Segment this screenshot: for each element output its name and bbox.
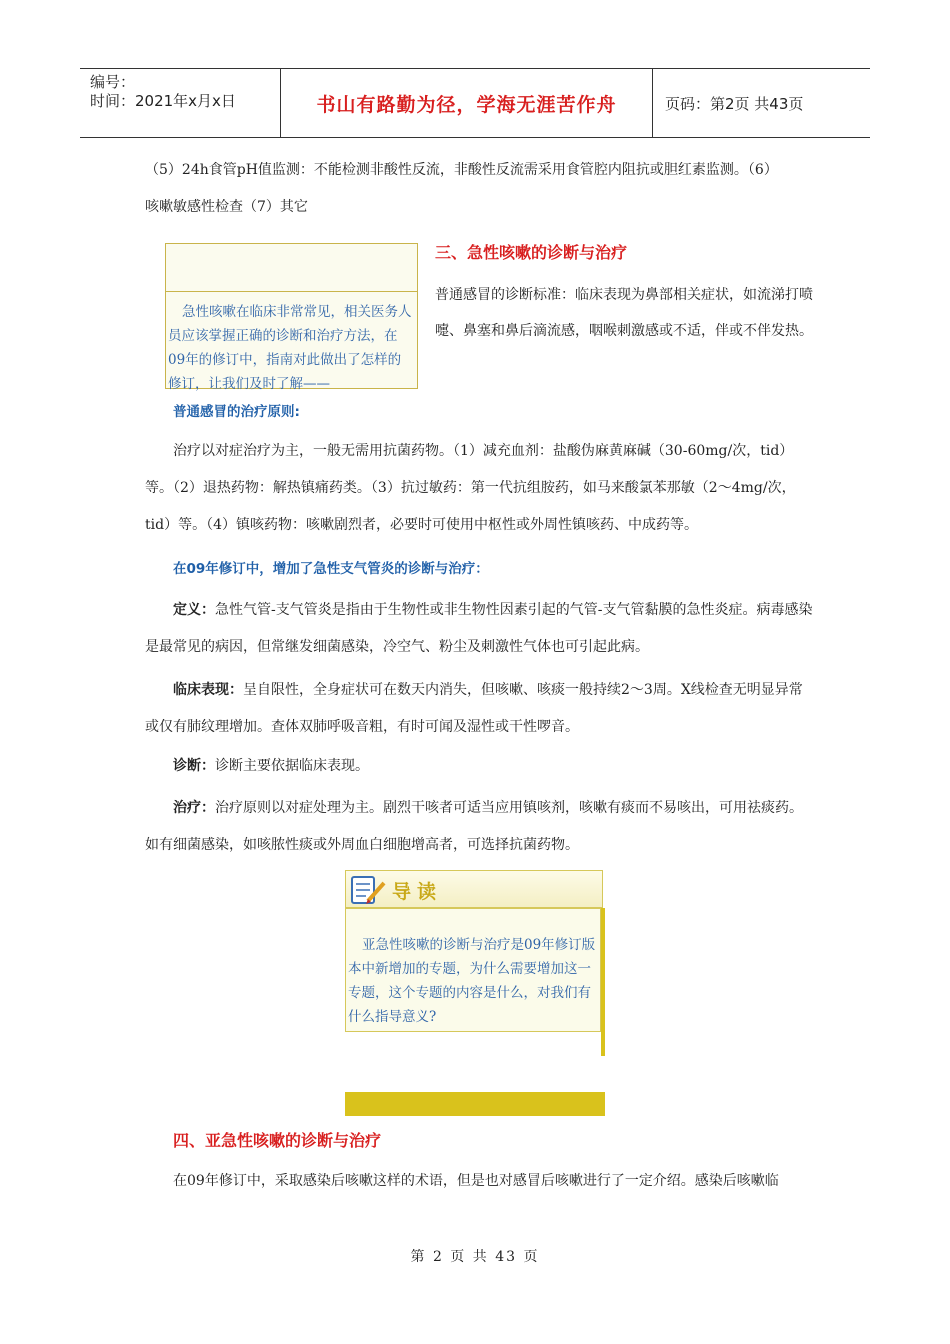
bronchitis-title: 在09年修订中，增加了急性支气管炎的诊断与治疗： <box>173 561 489 577</box>
time-label: 时间：2021年x月x日 <box>90 92 236 110</box>
notepad-pencil-icon <box>348 871 390 907</box>
definition-text: 急性气管-支气管炎是指由于生物性或非生物性因素引起的气管-支气管黏膜的急性炎症。病毒感染是最常见的病因，但常继发细菌感染，冷空气、粉尘及刺激性气体也可引起此病。 <box>145 602 813 655</box>
clinical-text: 呈自限性，全身症状可在数天内消失，但咳嗽、咳痰一般持续2～3周。X线检查无明显异常或仅有肺纹理增加。查体双肺呼吸音粗，有时可闻及湿性或干性啰音。 <box>145 682 803 735</box>
diagnosis-label: 诊断： <box>173 758 215 774</box>
treatment-label: 治疗： <box>173 800 215 816</box>
guide-bottom-bar <box>345 1092 605 1116</box>
subacute-paragraph: 在09年修订中，采取感染后咳嗽这样的术语，但是也对感冒后咳嗽进行了一定介绍。感染后咳嗽临 <box>173 1173 779 1189</box>
header-motto: 书山有路勤为径，学海无涯苦作舟 <box>281 69 653 137</box>
cold-diagnosis: 普通感冒的诊断标准：临床表现为鼻部相关症状，如流涕打喷嚏、鼻塞和鼻后滴流感，咽喉刺激感或不适，伴或不伴发热。 <box>435 287 813 339</box>
guide-right-bar <box>601 908 605 1056</box>
diagnosis-text: 诊断主要依据临床表现。 <box>215 758 369 774</box>
header-page-info: 页码：第2页 共43页 <box>665 94 804 113</box>
cold-treatment-title: 普通感冒的治疗原则: <box>173 404 300 420</box>
section4-title: 四、亚急性咳嗽的诊断与治疗 <box>173 1131 382 1150</box>
page-header <box>80 68 870 138</box>
definition-label: 定义： <box>173 602 215 618</box>
definition-paragraph <box>145 592 815 666</box>
guide-text: 亚急性咳嗽的诊断与治疗是09年修订版本中新增加的专题，为什么需要增加这一专题，这个专题的内容是什么，对我们有什么指导意义? <box>345 908 601 1032</box>
treatment-paragraph <box>145 790 815 864</box>
guide-header <box>345 870 603 908</box>
diagnosis-paragraph <box>145 748 815 785</box>
page-footer: 第 2 页 共 43 页 <box>410 1249 540 1265</box>
p1-line1: （5）24h食管pH值监测：不能检测非酸性反流，非酸性反流需采用食管腔内阻抗或胆红素监测。（6） <box>145 162 778 178</box>
guide-title: 导读 <box>392 881 443 903</box>
intro-callout-box <box>165 243 418 392</box>
cold-treatment-text: 治疗以对症治疗为主，一般无需用抗菌药物。（1）减充血剂：盐酸伪麻黄麻碱（30-60mg/次，tid）等。（2）退热药物：解热镇痛药类。（3）抗过敏药：第一代抗组胺药，如马来酸氯苯那敏（2～4mg/次，tid）等。（4）镇咳药物：咳嗽剧烈者，必要时可使用中枢性或外周性镇咳药、中成药等。 <box>145 443 796 533</box>
number-label: 编号： <box>90 73 136 91</box>
header-meta <box>80 69 281 137</box>
treatment-text: 治疗原则以对症处理为主。剧烈干咳者可适当应用镇咳剂，咳嗽有痰而不易咳出，可用祛痰药。如有细菌感染，如咳脓性痰或外周血白细胞增高者，可选择抗菌药物。 <box>145 800 803 853</box>
clinical-label: 临床表现： <box>173 682 243 698</box>
intro-callout-text: 急性咳嗽在临床非常常见，相关医务人员应该掌握正确的诊断和治疗方法，在09年的修订中，指南对此做出了怎样的修订，让我们及时了解—— <box>166 291 417 388</box>
p1-line2: 咳嗽敏感性检查（7）其它 <box>145 199 308 215</box>
clinical-paragraph <box>145 672 815 746</box>
guide-box <box>345 870 605 1116</box>
paragraph-ph-monitoring <box>145 152 815 226</box>
section3-title: 三、急性咳嗽的诊断与治疗 <box>435 243 628 262</box>
